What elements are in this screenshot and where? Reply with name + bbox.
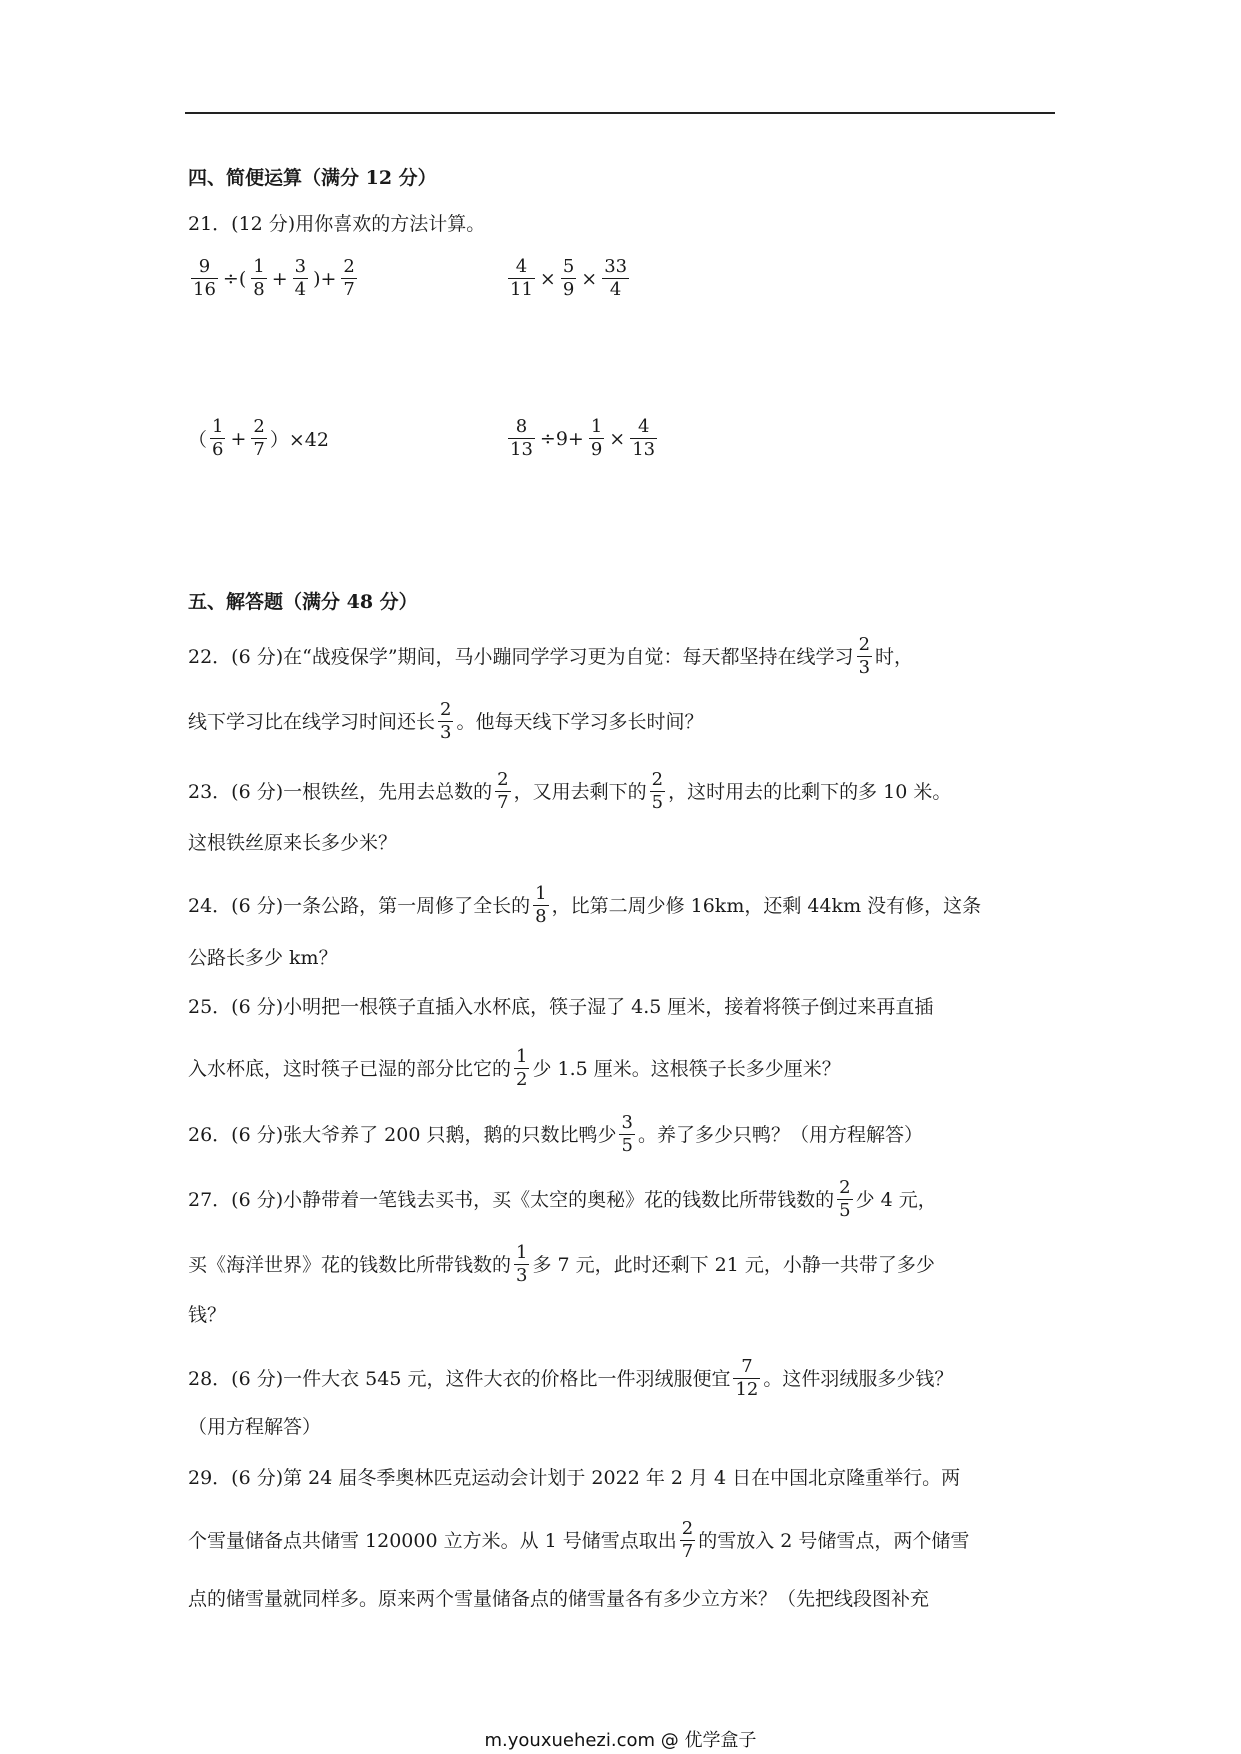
question-27-line-2: 买《海洋世界》花的钱数比所带钱数的 $\frac{1}{3}$ 多 7 元，此时还剩下 21 元，小静一共带了多少	[188, 1242, 935, 1286]
question-23-line-2: 这根铁丝原来长多少米？	[188, 832, 398, 854]
fraction: $\frac{2}{5}$	[651, 769, 664, 813]
question-22-line-2: 线下学习比在线学习时间还长 $\frac{2}{3}$ 。他每天线下学习多长时间？	[188, 699, 704, 743]
question-29-line-2: 个雪量储备点共储雪 120000 立方米。从 1 号储雪点取出 $\frac{2}{7}$ 的雪放入 2 号储雪点，两个储雪	[188, 1518, 970, 1562]
fraction: $\frac{1}{2}$	[516, 1046, 528, 1090]
fraction: $\frac{1}{8}$	[535, 883, 547, 927]
fraction: $\frac{7}{12}$	[735, 1356, 759, 1400]
fraction: $\frac{2}{7}$	[497, 769, 509, 813]
fraction: $\frac{3}{5}$	[621, 1112, 633, 1156]
question-21-text: 21．(12 分)用你喜欢的方法计算。	[188, 213, 486, 235]
expression-2: $\frac{4}{11}$ × $\frac{5}{9}$ × $\frac{33}{4}$	[510, 256, 628, 300]
fraction: $\frac{2}{3}$	[440, 699, 452, 743]
fraction: $\frac{3}{4}$	[294, 256, 307, 300]
question-22-line-1: 22．(6 分)在“战疫保学”期间，马小蹦同学学习更为自觉：每天都坚持在线学习 $\frac{2}{3}$ 时，	[188, 634, 914, 678]
question-24-line-1: 24．(6 分)一条公路，第一周修了全长的 $\frac{1}{8}$ ，比第二周少修 16km，还剩 44km 没有修，这条	[188, 883, 982, 927]
section-5-heading: 五、解答题（满分 48 分）	[188, 591, 418, 613]
fraction: $\frac{8}{13}$	[510, 416, 533, 460]
question-29-line-3: 点的储雪量就同样多。原来两个雪量储备点的储雪量各有多少立方米？（先把线段图补充	[188, 1588, 930, 1610]
expression-1: $\frac{9}{16}$ ÷( $\frac{1}{8}$ + $\frac{3}{4}$ )+ $\frac{2}{7}$	[193, 256, 355, 300]
question-24-line-2: 公路长多少 km？	[188, 947, 338, 969]
fraction: $\frac{2}{7}$	[253, 416, 265, 460]
fraction: $\frac{1}{3}$	[516, 1242, 528, 1286]
top-rule	[185, 112, 1055, 114]
footer-watermark: m.youxuehezi.com @ 优学盒子	[484, 1730, 757, 1751]
question-29-line-1: 29．(6 分)第 24 届冬季奥林匹克运动会计划于 2022 年 2 月 4 日在中国北京隆重举行。两	[188, 1467, 961, 1489]
fraction: $\frac{4}{13}$	[632, 416, 656, 460]
question-27-line-3: 钱？	[188, 1304, 227, 1326]
fraction: $\frac{5}{9}$	[562, 256, 575, 300]
section-4-heading: 四、简便运算（满分 12 分）	[188, 167, 437, 189]
expression-3: （ $\frac{1}{6}$ + $\frac{2}{7}$ ）×42	[188, 416, 329, 460]
fraction: $\frac{1}{8}$	[253, 256, 265, 300]
question-26: 26．(6 分)张大爷养了 200 只鹅，鹅的只数比鸭少 $\frac{3}{5}$ 。养了多少只鸭？（用方程解答）	[188, 1112, 923, 1156]
question-28-line-1: 28．(6 分)一件大衣 545 元，这件大衣的价格比一件羽绒服便宜 $\frac{7}{12}$ 。这件羽绒服多少钱？	[188, 1356, 954, 1400]
fraction: $\frac{9}{16}$	[193, 256, 216, 300]
question-25-line-1: 25．(6 分)小明把一根筷子直插入水杯底，筷子湿了 4.5 厘米，接着将筷子倒过来再直插	[188, 996, 934, 1018]
fraction: $\frac{2}{7}$	[343, 256, 355, 300]
fraction: $\frac{2}{5}$	[839, 1177, 851, 1221]
fraction: $\frac{33}{4}$	[604, 256, 628, 300]
expression-4: $\frac{8}{13}$ ÷9+ $\frac{1}{9}$ × $\frac{4}{13}$	[510, 416, 656, 460]
fraction: $\frac{2}{3}$	[858, 634, 871, 678]
fraction: $\frac{4}{11}$	[510, 256, 533, 300]
question-25-line-2: 入水杯底，这时筷子已湿的部分比它的 $\frac{1}{2}$ 少 1.5 厘米。这根筷子长多少厘米？	[188, 1046, 841, 1090]
question-23-line-1: 23．(6 分)一根铁丝，先用去总数的 $\frac{2}{7}$ ，又用去剩下的 $\frac{2}{5}$ ，这时用去的比剩下的多 10 米。	[188, 769, 952, 813]
fraction: $\frac{1}{6}$	[212, 416, 224, 460]
fraction: $\frac{1}{9}$	[590, 416, 603, 460]
fraction: $\frac{2}{7}$	[681, 1518, 694, 1562]
question-28-line-2: （用方程解答）	[188, 1416, 322, 1438]
question-27-line-1: 27．(6 分)小静带着一笔钱去买书，买《太空的奥秘》花的钱数比所带钱数的 $\frac{2}{5}$ 少 4 元，	[188, 1177, 937, 1221]
